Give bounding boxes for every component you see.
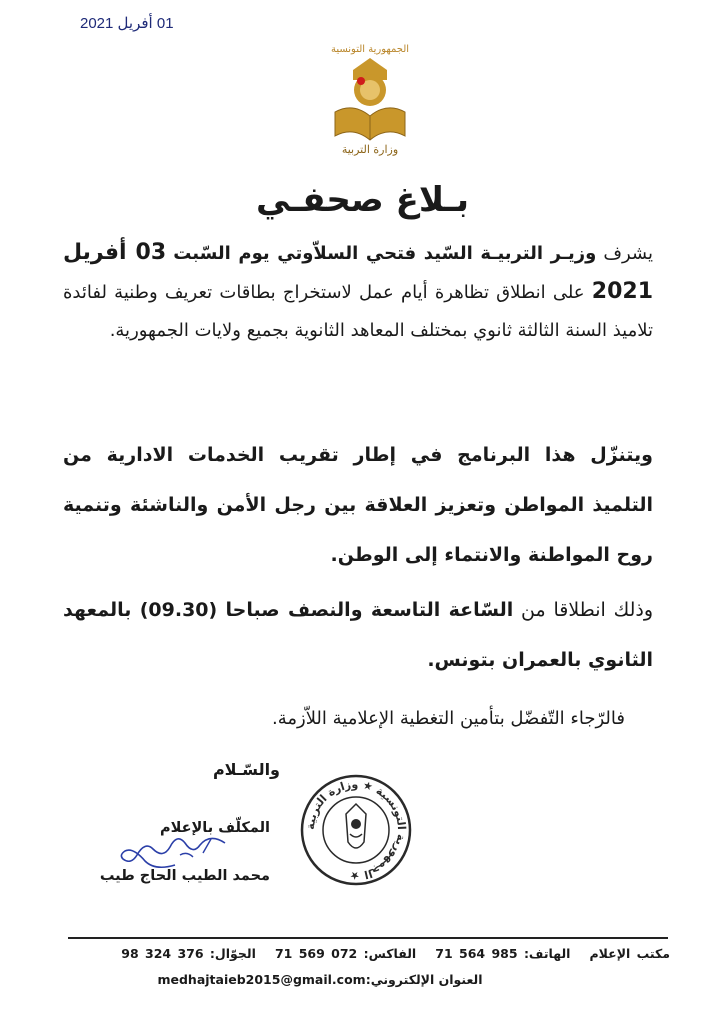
time-value: السّاعة التاسعة والنصف صباحا (09.30) — [139, 599, 514, 621]
paragraph-time-place — [63, 585, 653, 685]
footer-office-label: مكتب الإعلام — [589, 946, 670, 961]
official-stamp — [298, 772, 414, 888]
place-value: بالمعهد الثانوي بالعمران بتونس. — [63, 599, 653, 671]
stamp-outer-ring — [302, 776, 410, 884]
footer-email-label: العنوان الإلكتروني: — [365, 972, 483, 987]
footer-phone: 71 564 985 — [435, 946, 518, 961]
paragraph-intro — [63, 234, 653, 350]
intro-subject: وزيـر التربيـة السّيد فتحي السلاّوتي يوم السّبت — [173, 243, 597, 264]
intro-rest: على انطلاق تظاهرة أيام عمل لاستخراج بطاقات تعريف وطنية لفائدة تلاميذ السنة الثالثة ثانوي بمختلف المعاهد الثانوية بجميع ولايات الجمهورية. — [63, 282, 653, 341]
logo-red-flag-dot — [357, 77, 365, 85]
footer-fax: 71 569 072 — [274, 946, 358, 961]
footer-contacts — [40, 946, 670, 961]
stamp-ring-text — [304, 778, 408, 882]
signatory-role: المكلّف بالإعلام — [159, 820, 270, 836]
page-title: بـلاغ صحفـي — [255, 180, 470, 220]
footer-mobile: 98 324 376 — [121, 946, 204, 961]
paragraph-request: فالرّجاء التّفضّل بتأمين التغطية الإعلامية اللاّزمة. — [271, 708, 625, 729]
ministry-logo-graphic — [315, 40, 425, 158]
footer-phone-label: الهاتف: — [523, 946, 571, 961]
footer-email-line — [120, 972, 520, 987]
time-lead: وذلك انطلاقا من — [513, 599, 654, 621]
handwritten-date: 01 أفريل 2021 — [80, 15, 174, 32]
stamp-ring-textpath: الجمهورية التونسية ★ وزارة التربية ★ — [303, 777, 409, 883]
footer-email[interactable]: medhajtaieb2015@gmail.com — [157, 972, 366, 987]
stamp-inner-ring — [323, 797, 389, 863]
footer-mobile-label: الجوّال: — [209, 946, 256, 961]
ministry-logo — [315, 40, 425, 158]
logo-top-text: الجمهورية التونسية — [330, 44, 410, 55]
paragraph-program: ويتنزّل هذا البرنامج في إطار تقريب الخدمات الادارية من التلميذ المواطن وتعزيز العلاقة بين رجل الأمن والناشئة وتنمية روح المواطنة والانتماء إلى الوطن. — [63, 444, 653, 566]
footer-divider — [68, 937, 668, 939]
intro-lead: يشرف — [596, 243, 653, 264]
footer-fax-label: الفاكس: — [363, 946, 417, 961]
signatory-name: محمد الطيب الحاج طيب — [99, 868, 270, 884]
intro-date: 03 أفريل 2021 — [63, 240, 653, 304]
logo-bottom-text: وزارة التربية — [341, 143, 399, 156]
closing-salam: والسّـلام — [212, 760, 280, 779]
official-stamp-graphic — [298, 772, 414, 888]
